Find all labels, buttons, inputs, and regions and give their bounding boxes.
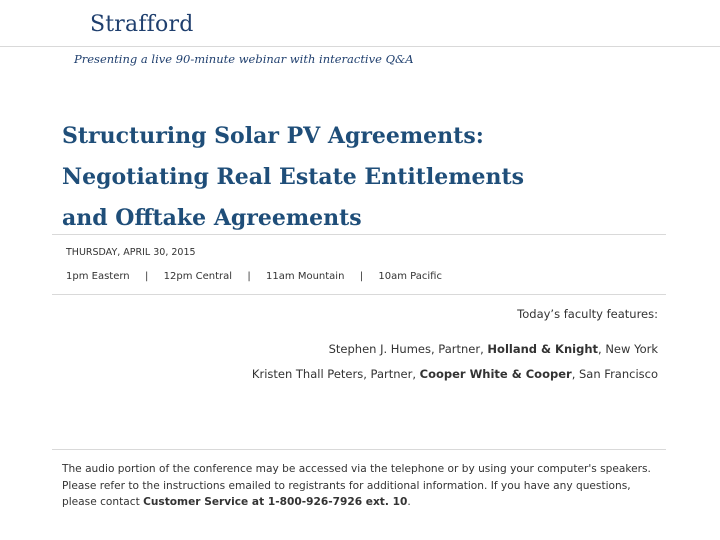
faculty-location: , San Francisco [571,367,658,381]
times-divider [52,294,666,295]
event-date: THURSDAY, APRIL 30, 2015 [66,247,196,258]
event-times [66,271,442,282]
faculty-name-role: Kristen Thall Peters, Partner, [251,367,420,381]
customer-service-contact: Customer Service at 1-800-926-7926 ext. 10 [143,496,408,508]
faculty-member [252,367,658,381]
faculty-firm: Holland & Knight [487,342,599,356]
faculty-name-role: Stephen J. Humes, Partner, [328,342,488,356]
notice-end: . [407,496,411,508]
title-line-3: and Offtake Agreements [62,205,362,231]
title-line-1: Structuring Solar PV Agreements: [62,123,484,149]
time-pacific: 10am Pacific [378,271,442,282]
time-mountain: 11am Mountain [266,271,345,282]
strafford-logo: Strafford [90,12,194,37]
tagline: Presenting a live 90-minute webinar with interactive Q&A [74,52,414,66]
time-eastern: 1pm Eastern [66,271,130,282]
faculty-divider [52,449,666,450]
title-divider [52,234,666,235]
time-central: 12pm Central [163,271,233,282]
faculty-location: , New York [598,342,658,356]
faculty-member [329,342,658,356]
title-line-2: Negotiating Real Estate Entitlements [62,164,525,190]
faculty-firm: Cooper White & Cooper [419,367,572,381]
header-divider [0,46,720,47]
faculty-heading: Today’s faculty features: [517,307,658,321]
time-separator: | [247,271,251,282]
audio-notice [62,461,662,511]
time-separator: | [359,271,364,282]
webinar-title [62,116,662,239]
notice-text: The audio portion of the conference may be accessed via the telephone or by using your computer's speakers. Please refer to the instructions emailed to registrants for additional information. If you have any questions, please contact [62,463,651,508]
time-separator: | [144,271,149,282]
